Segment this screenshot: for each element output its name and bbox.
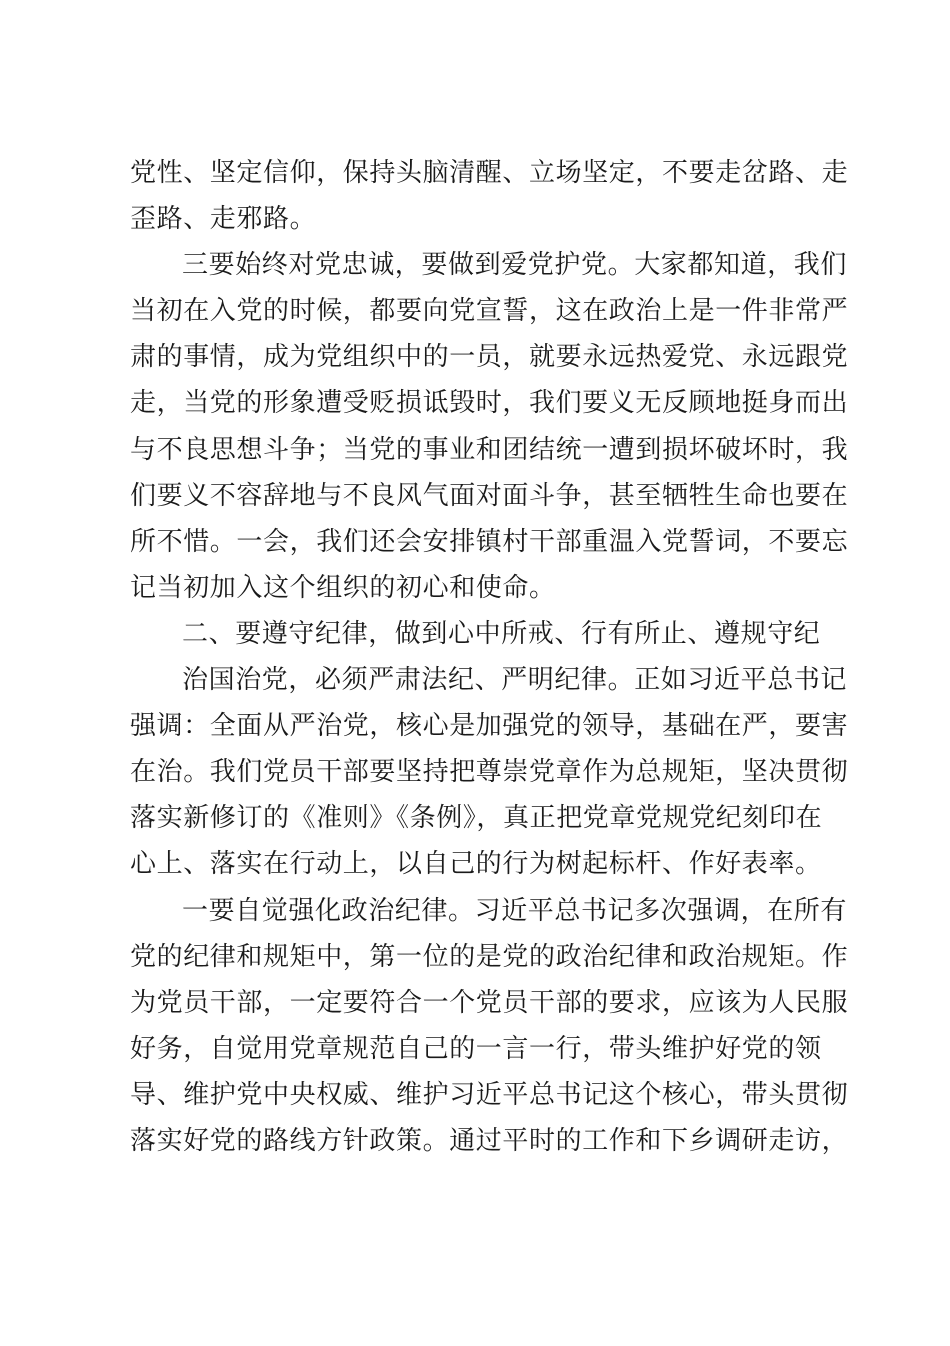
- text-line: 记当初加入这个组织的初心和使命。: [130, 572, 556, 603]
- text-line: 肃的事情，成为党组织中的一员，就要永远热爱党、永远跟党: [130, 342, 849, 373]
- text-line: 与不良思想斗争；当党的事业和团结统一遭到损坏破坏时，我: [130, 434, 849, 465]
- text-line: 走，当党的形象遭受贬损诋毁时，我们要义无反顾地挺身而出: [130, 388, 849, 419]
- text-line: 心上、落实在行动上，以自己的行为树起标杆、作好表率。: [130, 849, 822, 880]
- text-line: 强调：全面从严治党，核心是加强党的领导，基础在严，要害: [130, 711, 849, 742]
- text-line: 治国治党，必须严肃法纪、严明纪律。正如习近平总书记: [182, 665, 848, 696]
- text-line: 们要义不容辞地与不良风气面对面斗争，甚至牺牲生命也要在: [130, 480, 849, 511]
- text-line: 三要始终对党忠诚，要做到爱党护党。大家都知道，我们: [182, 250, 848, 281]
- text-line: 落实好党的路线方针政策。通过平时的工作和下乡调研走访，: [130, 1125, 849, 1156]
- text-line: 所不惜。一会，我们还会安排镇村干部重温入党誓词，不要忘: [130, 526, 849, 557]
- section-heading: 二、要遵守纪律，做到心中所戒、行有所止、遵规守纪: [182, 618, 821, 649]
- text-line: 一要自觉强化政治纪律。习近平总书记多次强调，在所有: [182, 895, 848, 926]
- body-text: [130, 150, 849, 1164]
- text-line: 歪路、走邪路。: [130, 204, 317, 235]
- text-line: 为党员干部，一定要符合一个党员干部的要求，应该为人民服: [130, 987, 849, 1018]
- text-line: 党的纪律和规矩中，第一位的是党的政治纪律和政治规矩。作: [130, 941, 849, 972]
- text-line: 党性、坚定信仰，保持头脑清醒、立场坚定，不要走岔路、走: [130, 158, 849, 188]
- text-line: 落实新修订的《准则》《条例》，真正把党章党规党纪刻印在: [130, 803, 823, 834]
- text-line: 好务，自觉用党章规范自己的一言一行，带头维护好党的领: [130, 1033, 822, 1064]
- text-line: 在治。我们党员干部要坚持把尊崇党章作为总规矩，坚决贯彻: [130, 757, 849, 788]
- text-line: 当初在入党的时候，都要向党宣誓，这在政治上是一件非常严: [130, 296, 849, 327]
- text-line: 导、维护党中央权威、维护习近平总书记这个核心，带头贯彻: [130, 1079, 849, 1110]
